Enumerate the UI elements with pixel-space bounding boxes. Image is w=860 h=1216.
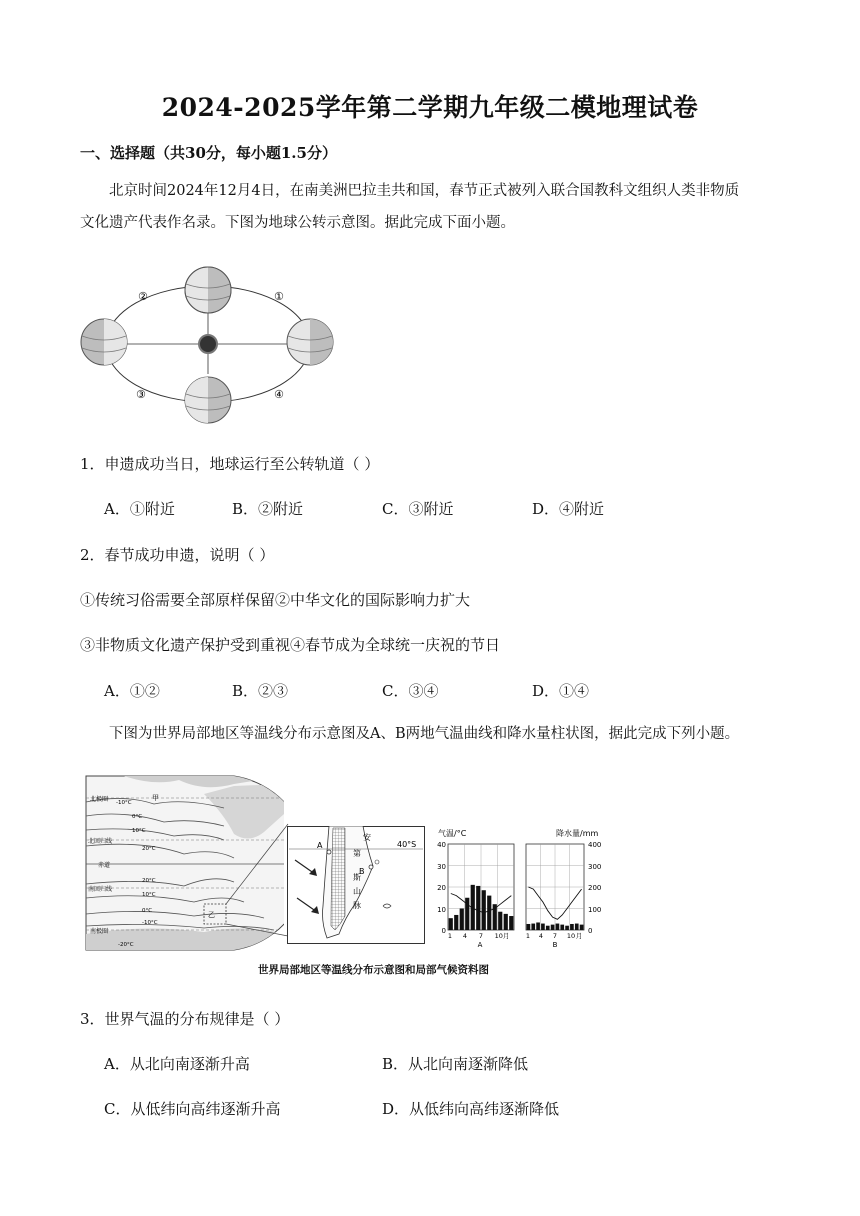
precip-bar-b-3 bbox=[536, 922, 540, 930]
month-tick-b: 10 bbox=[566, 932, 576, 940]
precip-bar-b-7 bbox=[556, 924, 560, 930]
place-label-yi: 乙 bbox=[208, 911, 215, 919]
isotherm-label: 0°C bbox=[132, 814, 143, 820]
month-tick-a: 7 bbox=[478, 932, 484, 940]
question-1-stem: 1．申遗成功当日，地球运行至公转轨道（ ） bbox=[80, 455, 380, 473]
intro-paragraph-2: 下图为世界局部地区等温线分布示意图及A、B两地气温曲线和降水量柱状图，据此完成下列小题。 bbox=[109, 726, 740, 742]
inset-text: 斯 bbox=[353, 873, 361, 882]
earth-right bbox=[287, 319, 333, 365]
intro-line: 北京时间2024年12月4日，在南美洲巴拉圭共和国，春节正式被列入联合国教科文组织人类非物质 bbox=[109, 183, 740, 199]
inset-connector bbox=[220, 820, 292, 940]
month-tick-b: 月 bbox=[575, 932, 583, 940]
earth-orbit-diagram bbox=[78, 262, 338, 434]
q3-option-c[interactable]: C．从低纬向高纬逐渐升高 bbox=[104, 1100, 281, 1118]
precip-bar-b-8 bbox=[560, 925, 564, 930]
isotherm-label: 10°C bbox=[132, 828, 146, 834]
temp-tick: 40 bbox=[437, 841, 446, 849]
q3-option-d[interactable]: D．从低纬向高纬逐渐降低 bbox=[382, 1100, 560, 1118]
precip-tick: 300 bbox=[588, 863, 602, 871]
precip-bar-a-3 bbox=[460, 909, 464, 931]
inset-text: 安 bbox=[363, 833, 371, 842]
climate-charts bbox=[428, 826, 610, 950]
question-3-stem: 3．世界气温的分布规律是（ ） bbox=[80, 1010, 290, 1028]
orbit-label-4: ④ bbox=[274, 388, 284, 401]
q1-option-a[interactable]: A．①附近 bbox=[104, 500, 175, 518]
lat-label: 北极圈 bbox=[90, 796, 109, 803]
inset-map-andes bbox=[287, 826, 425, 944]
orbit-label-3: ③ bbox=[136, 388, 146, 401]
figure-caption: 世界局部地区等温线分布示意图和局部气候资料图 bbox=[258, 964, 489, 976]
q2-option-c[interactable]: C．③④ bbox=[382, 682, 439, 700]
isotherm-label: -10°C bbox=[116, 800, 132, 806]
point-b-marker bbox=[369, 865, 373, 869]
intro-line: 文化遗产代表作名录。下图为地球公转示意图。据此完成下面小题。 bbox=[80, 215, 515, 231]
sun bbox=[199, 335, 217, 353]
precip-bar-b-9 bbox=[565, 926, 569, 930]
q2-statement-line: ①传统习俗需要全部原样保留②中华文化的国际影响力扩大 bbox=[80, 591, 471, 609]
lat-label: 南回归线 bbox=[88, 886, 113, 893]
precip-bar-a-6 bbox=[476, 886, 480, 930]
isotherm-label: 20°C bbox=[142, 878, 156, 884]
intro-paragraph-1 bbox=[80, 175, 780, 239]
point-a-marker bbox=[327, 850, 331, 854]
earth-bottom bbox=[185, 377, 231, 423]
isotherm-label: 10°C bbox=[142, 892, 156, 898]
isotherm-label: 0°C bbox=[142, 908, 153, 914]
earth-left bbox=[81, 319, 127, 365]
inset-text: 山 bbox=[353, 887, 361, 896]
precip-bar-a-8 bbox=[487, 896, 491, 930]
chart-label-b: B bbox=[552, 941, 558, 949]
q3-option-b[interactable]: B．从北向南逐渐降低 bbox=[382, 1055, 529, 1073]
inset-text: 脉 bbox=[353, 901, 361, 910]
chart-label-a: A bbox=[477, 941, 483, 949]
precip-bar-b-5 bbox=[546, 926, 550, 930]
precip-tick: 100 bbox=[588, 906, 602, 914]
precip-bar-b-12 bbox=[580, 925, 584, 930]
orbit-label-1: ① bbox=[274, 290, 284, 303]
lat-label: 赤道 bbox=[98, 862, 111, 869]
temp-tick: 20 bbox=[437, 884, 446, 892]
inset-text: 第 bbox=[353, 849, 361, 858]
precip-tick: 400 bbox=[588, 841, 602, 849]
precip-bar-a-2 bbox=[454, 915, 458, 930]
orbit-label-2: ② bbox=[138, 290, 148, 303]
month-tick-a: 10月 bbox=[494, 932, 510, 940]
place-label-jia: 甲 bbox=[152, 794, 159, 802]
precip-bar-a-7 bbox=[482, 890, 486, 930]
precip-tick: 200 bbox=[588, 884, 602, 892]
precip-bar-b-10 bbox=[570, 924, 574, 930]
precip-bar-b-4 bbox=[541, 924, 545, 930]
point-a-label: A bbox=[317, 841, 323, 850]
precip-bar-b-11 bbox=[575, 924, 579, 930]
temp-axis-label: 气温/°C bbox=[438, 829, 467, 838]
temp-tick: 0 bbox=[441, 927, 446, 935]
page-title: 2024-2025学年第二学期九年级二模地理试卷 bbox=[161, 93, 699, 122]
q2-option-a[interactable]: A．①② bbox=[104, 682, 160, 700]
month-tick-a: 1 bbox=[447, 932, 453, 940]
earth-top bbox=[185, 267, 231, 313]
precip-bar-a-11 bbox=[504, 914, 508, 930]
q3-option-a[interactable]: A．从北向南逐渐升高 bbox=[104, 1055, 250, 1073]
point-b-label: B bbox=[359, 867, 365, 876]
q1-option-c[interactable]: C．③附近 bbox=[382, 500, 454, 518]
q1-option-d[interactable]: D．④附近 bbox=[532, 500, 605, 518]
month-tick-b: 7 bbox=[552, 932, 558, 940]
precip-bar-b-2 bbox=[531, 924, 535, 930]
isotherm-label: -20°C bbox=[118, 942, 134, 948]
q2-statement-line: ③非物质文化遗产保护受到重视④春节成为全球统一庆祝的节日 bbox=[80, 636, 501, 654]
lat-label: 北回归线 bbox=[88, 838, 113, 845]
precip-bar-a-10 bbox=[498, 912, 502, 930]
section-heading: 一、选择题（共30分，每小题1.5分） bbox=[80, 144, 337, 162]
precip-bar-b-1 bbox=[527, 924, 531, 930]
precip-bar-a-1 bbox=[449, 918, 453, 930]
q2-option-d[interactable]: D．①④ bbox=[532, 682, 590, 700]
precip-axis-label: 降水量/mm bbox=[556, 829, 599, 838]
temp-tick: 10 bbox=[437, 906, 446, 914]
month-tick-b: 4 bbox=[538, 932, 544, 940]
temp-tick: 30 bbox=[437, 863, 446, 871]
isotherm-label: -10°C bbox=[142, 920, 158, 926]
lat-label: 南极圈 bbox=[90, 928, 109, 935]
precip-bar-b-6 bbox=[551, 925, 555, 930]
isotherm-label: 20°C bbox=[142, 846, 156, 852]
question-2-stem: 2．春节成功申遗，说明（ ） bbox=[80, 546, 275, 564]
precip-tick: 0 bbox=[588, 927, 593, 935]
q2-option-b[interactable]: B．②③ bbox=[232, 682, 289, 700]
inset-lat-label: 40°S bbox=[397, 840, 417, 849]
month-tick-a: 4 bbox=[462, 932, 468, 940]
precip-bar-a-12 bbox=[509, 916, 513, 930]
month-tick-b: 1 bbox=[525, 932, 531, 940]
q1-option-b[interactable]: B．②附近 bbox=[232, 500, 304, 518]
